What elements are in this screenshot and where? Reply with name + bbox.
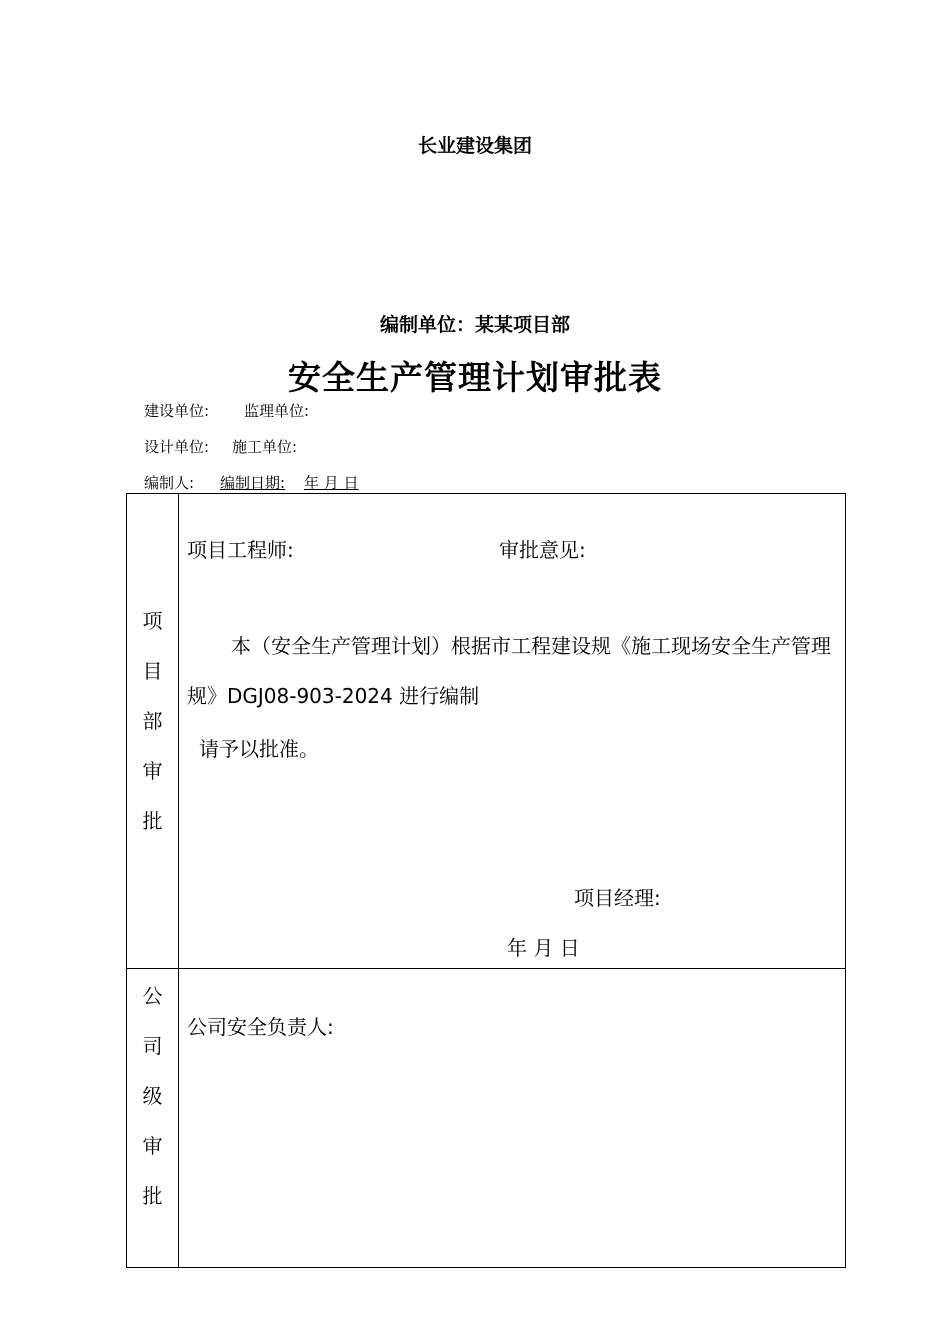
project-approval-cell	[179, 494, 846, 969]
project-side-label	[127, 494, 178, 846]
side-char: 审	[142, 1134, 163, 1158]
approval-date-text: 年 月 日	[507, 936, 580, 960]
project-side-cell	[127, 494, 179, 969]
form-title: 安全生产管理计划审批表	[288, 358, 662, 397]
company-side-label	[127, 969, 178, 1221]
compile-date-value: 年 月 日	[304, 474, 359, 492]
contractor-unit-label: 施工单位:	[232, 438, 298, 456]
side-char: 项	[142, 609, 163, 633]
company-side-cell	[127, 969, 179, 1268]
side-char: 目	[142, 659, 163, 683]
construction-unit-label: 建设单位:	[144, 402, 210, 420]
supervision-unit-label: 监理单位:	[244, 402, 310, 420]
side-char: 审	[142, 759, 163, 783]
approval-request-text: 请予以批准。	[199, 737, 319, 761]
design-unit-label: 设计单位:	[144, 438, 210, 456]
side-char: 级	[142, 1084, 163, 1108]
company-name: 长业建设集团	[417, 135, 532, 157]
side-char: 部	[142, 709, 163, 733]
side-char: 司	[142, 1034, 163, 1058]
side-char: 公	[142, 984, 163, 1008]
project-engineer-label: 项目工程师:	[187, 538, 294, 562]
side-char: 批	[142, 1184, 163, 1208]
compiler-label: 编制人:	[144, 474, 195, 492]
compile-date-label: 编制日期:	[220, 474, 286, 492]
project-approval-row	[127, 494, 846, 969]
project-manager-label: 项目经理:	[574, 886, 661, 910]
company-safety-head-label: 公司安全负责人:	[187, 1015, 334, 1039]
compile-unit: 编制单位：某某项目部	[379, 314, 570, 336]
approval-table	[126, 493, 846, 1268]
approval-opinion-label: 审批意见:	[499, 538, 586, 562]
approval-body-text: 本（安全生产管理计划）根据市工程建设规《施工现场安全生产管理规》DGJ08-903-2024 进行编制	[187, 634, 831, 708]
side-char: 批	[142, 809, 163, 833]
company-approval-cell	[179, 969, 846, 1268]
company-approval-row	[127, 969, 846, 1268]
